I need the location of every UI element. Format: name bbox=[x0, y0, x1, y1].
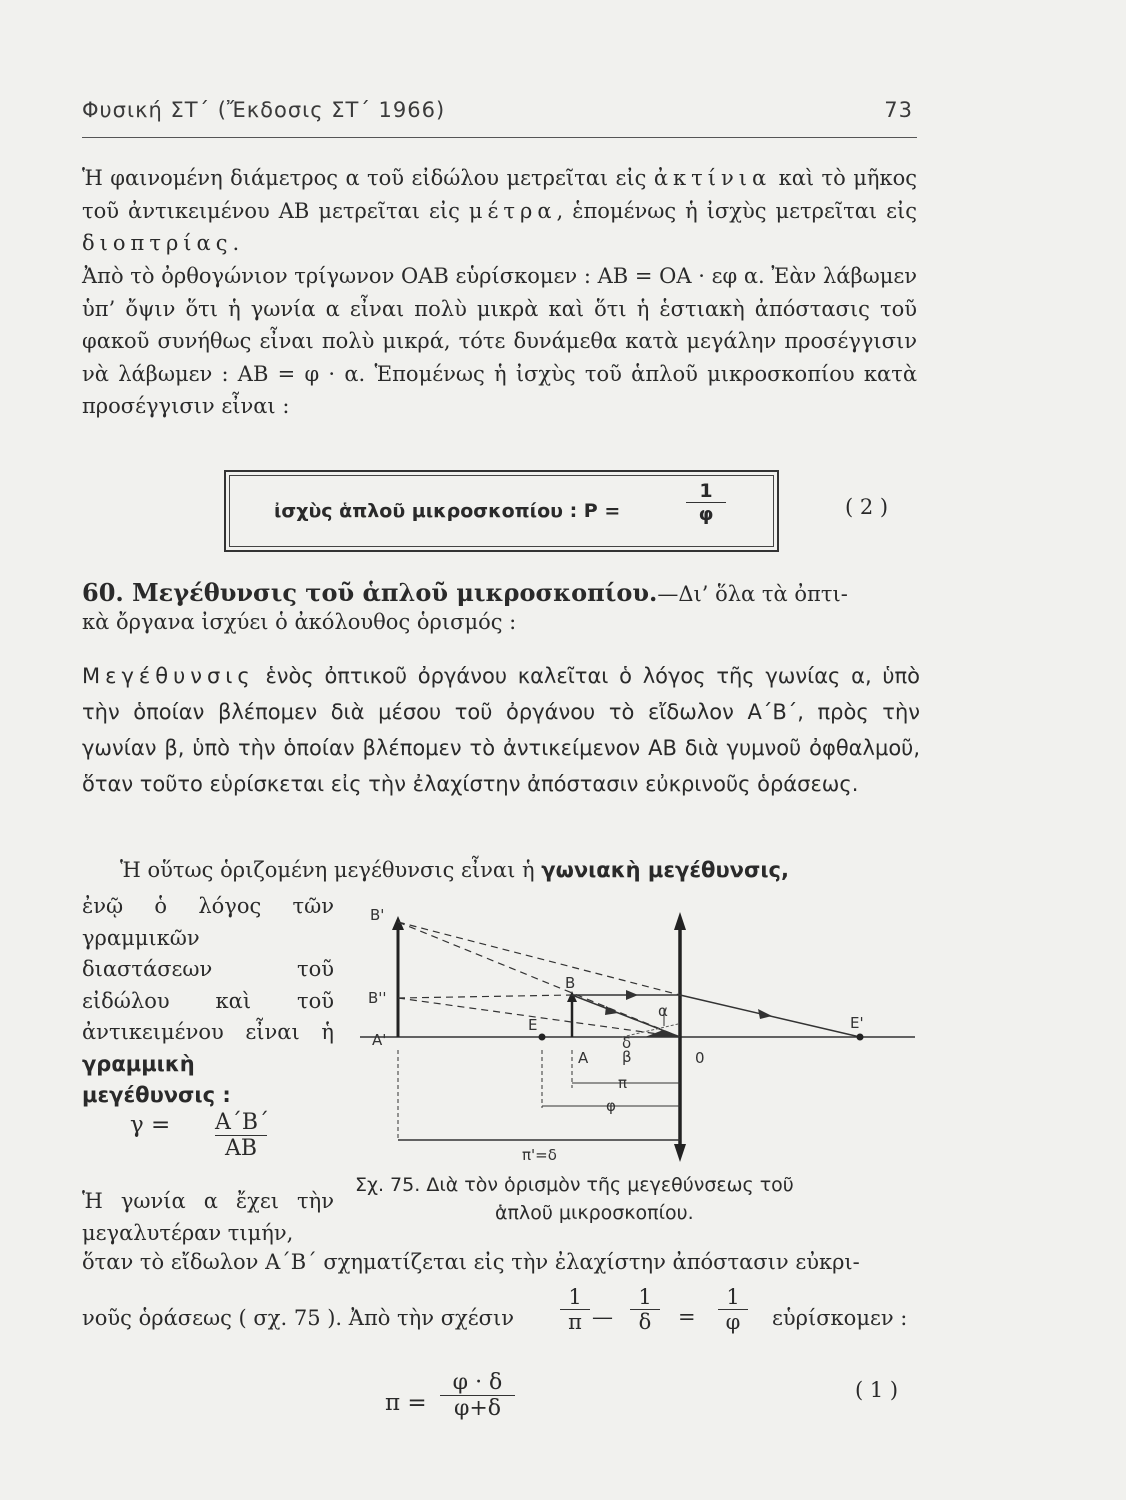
paragraph-triangle: Ἀπὸ τὸ ὀρθογώνιον τρίγωνον ΟΑΒ εὑρίσκομεν : ΑΒ = ΟΑ · εφ α. Ἐὰν λάβωμεν ὑπ’ ὄψιν ὅτι ἡ γωνία α εἶναι πολὺ μικρὰ καὶ ὅτι ἡ ἑστιακὴ ἀπόστασις τοῦ φακοῦ συνήθως εἶναι πολὺ μικρά, τότε δυνάμεθα κατὰ μεγάλην προσέγγισιν νὰ λάβωμεν : ΑΒ = φ · α. Ἑπομένως ἡ ἰσχὺς τοῦ ἁπλοῦ μικροσκοπίου κατὰ προσέγγισιν εἶναι : bbox=[82, 264, 917, 418]
spaced-word-meters: μέτρα bbox=[468, 198, 557, 223]
relation-tail: εὑρίσκομεν : bbox=[772, 1306, 908, 1330]
caption-line-2: ἁπλοῦ μικροσκοπίου. bbox=[495, 1202, 694, 1224]
linear-magnification-column bbox=[82, 891, 334, 1112]
frac3-num: 1 bbox=[718, 1285, 748, 1310]
label-o: 0 bbox=[695, 1049, 705, 1067]
spaced-word-radians: ἀκτίνια bbox=[653, 166, 772, 190]
lens-arrow-top bbox=[674, 912, 686, 930]
frac3-den: φ bbox=[725, 1310, 741, 1334]
term-angular-magnification: γωνιακὴ μεγέθυνσις, bbox=[541, 858, 789, 882]
pi-denominator: φ+δ bbox=[453, 1396, 502, 1421]
formula-label: ἰσχὺς ἁπλοῦ μικροσκοπίου : P = bbox=[274, 500, 621, 522]
label-pi: π bbox=[618, 1074, 628, 1092]
paragraph-units bbox=[82, 162, 917, 260]
section-intro-line: κὰ ὄργανα ἰσχύει ὁ ἀκόλουθος ὁρισμός : bbox=[82, 610, 517, 634]
focal-point-E bbox=[539, 1034, 546, 1041]
frac1-den: π bbox=[568, 1310, 582, 1334]
label-delta: δ bbox=[622, 1034, 632, 1052]
gamma-lhs: γ = bbox=[130, 1112, 171, 1138]
angle-max-column: Ἡ γωνία α ἔχει τὴν μεγαλυτέραν τιμήν, bbox=[82, 1189, 334, 1245]
ray-arrow-2 bbox=[758, 1009, 772, 1019]
caption-line-1: Σχ. 75. Διὰ τὸν ὁρισμὸν τῆς μεγεθύνσεως τοῦ bbox=[355, 1174, 794, 1196]
label-alpha: α bbox=[658, 1002, 668, 1020]
dashed-ray-1 bbox=[398, 922, 680, 995]
ray-arrow-1 bbox=[626, 990, 638, 1000]
column-text: ἐνῷ ὁ λόγος τῶν γραμμικῶν διαστάσεων τοῦ εἰδώλου καὶ τοῦ ἀντικειμένου εἶναι ἡ bbox=[82, 894, 334, 1044]
gamma-fraction bbox=[215, 1110, 270, 1161]
term-linear-magnification: γραμμικὴ μεγέθυνσις : bbox=[82, 1051, 231, 1107]
label-b-dprime: B'' bbox=[368, 989, 387, 1007]
label-a: A bbox=[578, 1049, 589, 1067]
formula-numerator: 1 bbox=[686, 480, 726, 503]
frac2-den: δ bbox=[638, 1310, 652, 1334]
header-rule bbox=[82, 137, 917, 138]
formula-fraction bbox=[686, 480, 726, 525]
definition-text: ἑνὸς ὀπτικοῦ ὀργάνου καλεῖται ὁ λόγος τῆς γωνίας α, ὑπὸ τὴν ὁποίαν βλέπομεν διὰ μέσου τοῦ ὀργάνου τὸ εἴδωλον Α΄Β΄, πρὸς τὴν γωνίαν β, ὑπὸ τὴν ὁποίαν βλέπομεν τὸ ἀντικείμενον ΑΒ διὰ γυμνοῦ ὀφθαλμοῦ, ὅταν τοῦτο εὑρίσκεται εἰς τὴν ἐλαχίστην ἀπόστασιν εὐκρινοῦς ὁράσεως. bbox=[82, 664, 920, 796]
label-a-prime: A' bbox=[372, 1031, 387, 1049]
pi-numerator: φ · δ bbox=[440, 1370, 515, 1396]
figure-75-diagram bbox=[360, 900, 920, 1165]
section-intro: —Δι’ ὅλα τὰ ὀπτι- bbox=[657, 582, 848, 606]
relation-equals: = bbox=[678, 1305, 696, 1329]
label-b: B bbox=[565, 974, 576, 992]
para3-text: Ἡ οὕτως ὁριζομένη μεγέθυνσις εἶναι ἡ bbox=[120, 858, 542, 882]
section-heading bbox=[82, 577, 922, 610]
label-phi: φ bbox=[606, 1097, 616, 1115]
running-header bbox=[82, 98, 917, 138]
label-e: E bbox=[528, 1016, 538, 1034]
page-number: 73 bbox=[884, 98, 913, 122]
spaced-word-diopters: διοπτρίας bbox=[82, 231, 233, 255]
label-b-prime: B' bbox=[370, 906, 385, 924]
lens-arrow-bottom bbox=[674, 1144, 686, 1162]
ray-arrow-3 bbox=[605, 1006, 618, 1015]
pi-fraction bbox=[440, 1370, 515, 1421]
focal-point-E-prime bbox=[857, 1034, 864, 1041]
frac1-num: 1 bbox=[560, 1285, 590, 1310]
angle-wedge bbox=[645, 1030, 680, 1037]
label-beta: β bbox=[622, 1048, 632, 1066]
relation-frac-3 bbox=[718, 1285, 748, 1334]
para1-text-3: , ἑπομένως ἡ ἰσχὺς μετρεῖται εἰς bbox=[556, 198, 917, 223]
relation-frac-1 bbox=[560, 1285, 590, 1334]
gamma-numerator: Α΄Β΄ bbox=[215, 1110, 270, 1135]
label-e-prime: E' bbox=[850, 1014, 864, 1032]
label-pi-delta: π'=δ bbox=[522, 1146, 557, 1164]
para1-text-2: καὶ τὸ μῆκος τοῦ ἀντικειμένου ΑΒ μετρεῖται εἰς bbox=[82, 166, 917, 223]
frac2-num: 1 bbox=[630, 1285, 660, 1310]
formula-box bbox=[224, 470, 779, 552]
section-title: 60. Μεγέθυνσις τοῦ ἁπλοῦ μικροσκοπίου. bbox=[82, 578, 658, 607]
pi-lhs: π = bbox=[385, 1390, 427, 1416]
para1-text-1: Ἡ φαινομένη διάμετρος α τοῦ εἰδώλου μετρεῖται εἰς bbox=[82, 166, 654, 190]
paragraph-image-formed: ὅταν τὸ εἴδωλον Α΄Β΄ σχηματίζεται εἰς τὴν ἐλαχίστην ἀπόστασιν εὐκρι- bbox=[82, 1250, 860, 1274]
gamma-denominator: ΑΒ bbox=[224, 1136, 258, 1161]
definition-paragraph bbox=[82, 658, 920, 802]
dashed-ray-4 bbox=[398, 998, 680, 1037]
formula-denominator: φ bbox=[698, 503, 714, 525]
book-title: Φυσική ΣΤ΄ (Ἔκδοσις ΣΤ΄ 1966) bbox=[82, 98, 446, 122]
relation-minus: — bbox=[592, 1305, 613, 1329]
para1-text-4: . bbox=[232, 231, 240, 255]
relation-frac-2 bbox=[630, 1285, 660, 1334]
equation-number-1: ( 1 ) bbox=[855, 1378, 899, 1402]
angular-magnification-line bbox=[120, 858, 920, 882]
paragraph-relation: νοῦς ὁράσεως ( σχ. 75 ). Ἀπὸ τὴν σχέσιν bbox=[82, 1306, 514, 1330]
equation-number-2: ( 2 ) bbox=[845, 495, 889, 519]
definition-term: Μεγέθυνσις bbox=[82, 664, 255, 688]
dashed-ray-3 bbox=[398, 995, 572, 998]
